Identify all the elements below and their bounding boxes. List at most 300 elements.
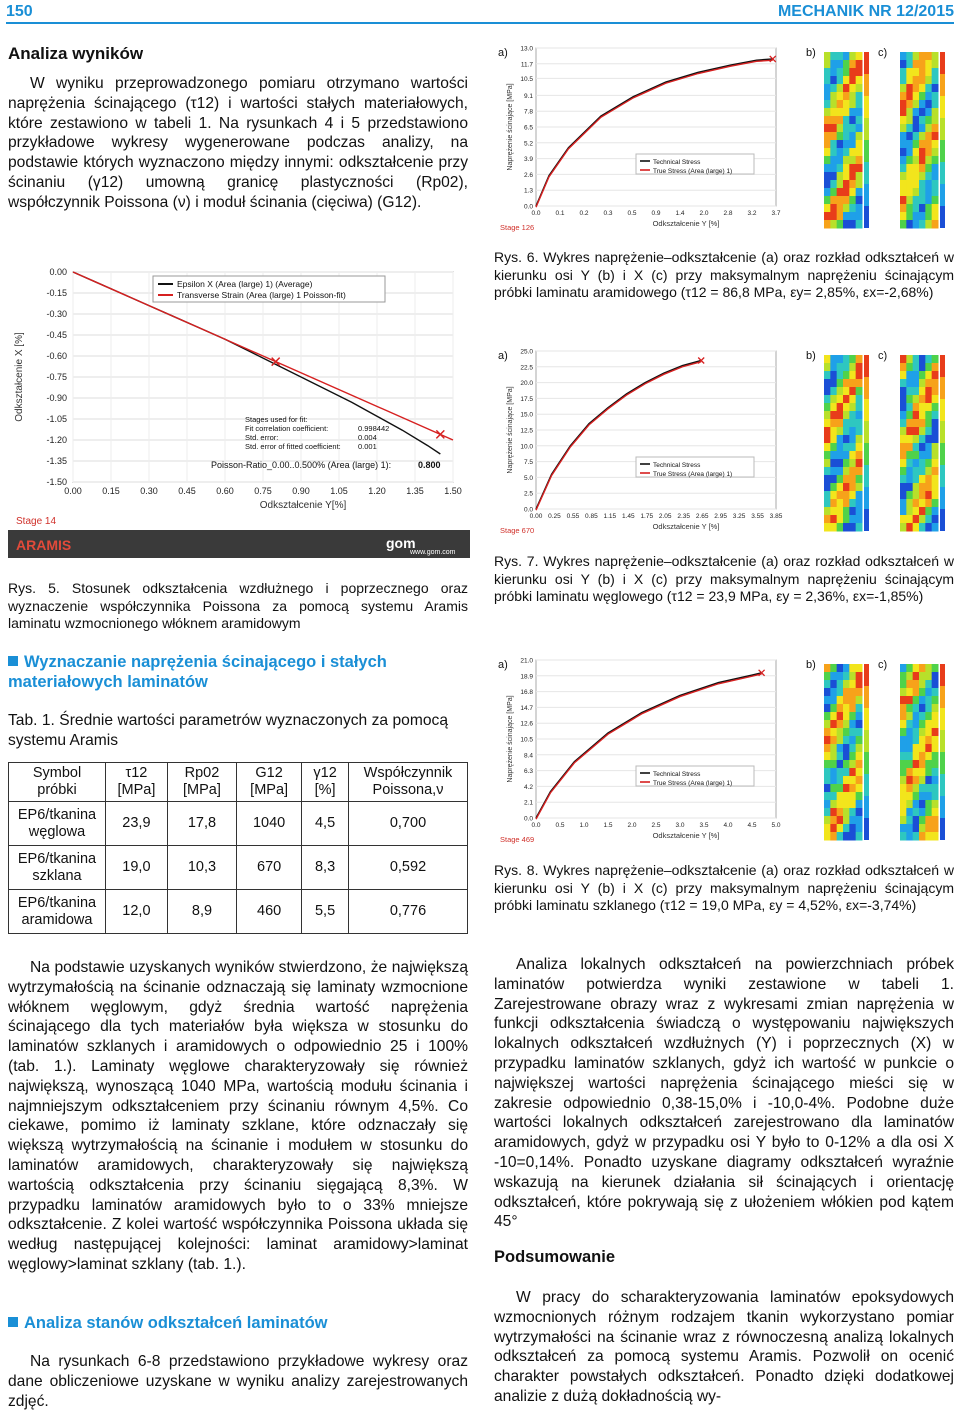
heatmap-cell [843, 744, 850, 753]
heatmap-cell [925, 816, 932, 825]
heatmap-cell [906, 68, 913, 77]
heatmap-cell [900, 108, 907, 117]
heatmap-cell [843, 499, 850, 508]
heatmap-cell [849, 132, 856, 141]
heatmap-cell [913, 156, 920, 165]
heatmap-cell [824, 76, 831, 85]
y-tick-label: 0.00 [49, 267, 67, 277]
heatmap-cell [837, 523, 844, 532]
table-caption: Tab. 1. Średnie wartości parametrów wyznaczonych za pomocą systemu Aramis [8, 712, 448, 749]
heatmap-cell [919, 776, 926, 785]
heatmap-cell [830, 680, 837, 689]
heatmap-cell [824, 403, 831, 412]
heatmap-cell [849, 220, 856, 229]
heatmap-cell [913, 475, 920, 484]
heatmap-cell [843, 164, 850, 173]
heatmap-cell [824, 491, 831, 500]
heatmap-cell [925, 108, 932, 117]
legend-label: Technical Stress [653, 771, 701, 778]
heatmap-cell [824, 116, 831, 125]
heatmap-cell [843, 443, 850, 452]
y-tick-label: -0.30 [46, 309, 67, 319]
heatmap-cell [837, 148, 844, 157]
heatmap-cell [925, 688, 932, 697]
heatmap-cell [849, 100, 856, 109]
heatmap-cell [913, 728, 920, 737]
y-tick-label: 0.0 [523, 506, 533, 514]
x-tick-label: 2.8 [723, 210, 733, 217]
heatmap-cell [849, 435, 856, 444]
heatmap-cell [925, 491, 932, 500]
heatmap-cell [856, 824, 863, 833]
heatmap-cell [919, 212, 926, 221]
heatmap-cell [906, 212, 913, 221]
heatmap-cell [906, 411, 913, 420]
heatmap-cell [824, 68, 831, 77]
color-scale-cell [864, 443, 869, 465]
color-scale-cell [864, 140, 869, 162]
y-axis-label: Naprężenie ścinające [MPa] [507, 83, 514, 171]
heatmap-cell [906, 371, 913, 380]
heatmap-cell [824, 808, 831, 817]
heatmap-cell [919, 68, 926, 77]
heatmap-cell [932, 435, 939, 444]
heatmap-cell [830, 515, 837, 524]
heatmap-cell [900, 180, 907, 189]
heatmap-cell [830, 499, 837, 508]
heatmap-cell [849, 124, 856, 133]
fit-info-label: Std. error: [245, 433, 279, 442]
heatmap-cell [843, 688, 850, 697]
y-tick-label: 17.5 [520, 395, 533, 403]
heatmap-cell [824, 672, 831, 681]
heatmap-cell [932, 379, 939, 388]
heatmap-cell [849, 92, 856, 101]
heatmap-cell [837, 451, 844, 460]
heatmap-cell [919, 124, 926, 133]
heatmap-cell [849, 728, 856, 737]
y-tick-label: -0.15 [46, 288, 67, 298]
heatmap-cell [843, 411, 850, 420]
x-tick-label: 0.85 [585, 513, 598, 520]
fit-info-value: 0.001 [358, 442, 377, 451]
x-tick-label: 3.7 [771, 210, 781, 217]
heatmap-cell [843, 491, 850, 500]
heatmap-cell [932, 499, 939, 508]
heatmap-cell [900, 379, 907, 388]
heatmap-cell [900, 443, 907, 452]
heatmap-cell [925, 824, 932, 833]
heatmap-cell [925, 499, 932, 508]
heatmap-cell [913, 792, 920, 801]
table-row [9, 846, 468, 890]
x-tick-label: 3.55 [751, 513, 764, 520]
heatmap-cell [830, 776, 837, 785]
heatmap-cell [925, 204, 932, 213]
heatmap-cell [856, 371, 863, 380]
heatmap-cell [906, 824, 913, 833]
heatmap-cell [843, 196, 850, 205]
heatmap-cell [824, 499, 831, 508]
heatmap-cell [906, 760, 913, 769]
heatmap-cell [843, 784, 850, 793]
heatmap-cell [856, 451, 863, 460]
heatmap-cell [830, 363, 837, 372]
summary-paragraph: W pracy do scharakteryzowania laminatów epoksydowych wzmocnionych różnym rodzajem tkanin wykorzystano pomiar wytrzymałości na ścinanie wraz z równoczesną analizą lokalnych odkształceń za pomocą systemu Aramis. Pozwolił on ocenić charakter powstałych odkształceń. Ponadto dzięki dodatkowej analizie z dużą dokładnością wy- [494, 1289, 954, 1405]
heatmap-cell [913, 696, 920, 705]
heatmap-cell [837, 784, 844, 793]
color-scale-cell [864, 355, 869, 377]
heatmap-cell [856, 816, 863, 825]
heatmap-cell [849, 84, 856, 93]
heatmap-cell [932, 156, 939, 165]
heatmap-cell [900, 204, 907, 213]
y-axis-label: Naprężenie ścinające [MPa] [507, 386, 514, 474]
heatmap-cell [843, 172, 850, 181]
heatmap-cell [932, 704, 939, 713]
heatmap-cell [919, 744, 926, 753]
heatmap-cell [925, 212, 932, 221]
heatmap-cell [856, 728, 863, 737]
heatmap-cell [913, 140, 920, 149]
heatmap-cell [900, 148, 907, 157]
heatmap-cell [932, 784, 939, 793]
x-tick-label: 5.0 [771, 822, 781, 829]
heatmap-cell [824, 60, 831, 69]
x-tick-label: 0.45 [178, 486, 196, 496]
legend-label: Epsilon X (Area (large) 1) (Average) [177, 279, 313, 289]
heatmap-cell [830, 467, 837, 476]
heatmap-cell [837, 499, 844, 508]
heatmap-cell [830, 443, 837, 452]
heatmap-cell [919, 712, 926, 721]
heatmap-cell [913, 688, 920, 697]
heatmap-cell [830, 180, 837, 189]
heatmap-cell [906, 180, 913, 189]
heatmap-cell [919, 736, 926, 745]
heatmap-cell [925, 720, 932, 729]
heatmap-cell [843, 395, 850, 404]
bullet-square-icon [8, 656, 18, 666]
y-tick-label: 12.6 [520, 720, 533, 728]
heatmap-cell [913, 672, 920, 681]
heatmap-cell [900, 824, 907, 833]
heatmap-cell [837, 760, 844, 769]
x-tick-label: 0.75 [254, 486, 272, 496]
heatmap-cell [919, 108, 926, 117]
heatmap-cell [925, 427, 932, 436]
heatmap-cell [919, 60, 926, 69]
heatmap-cell [830, 760, 837, 769]
heatmap-cell [830, 427, 837, 436]
heatmap-cell [932, 92, 939, 101]
heatmap-cell [906, 427, 913, 436]
heatmap-cell [913, 451, 920, 460]
heatmap-cell [932, 459, 939, 468]
heatmap-cell [925, 728, 932, 737]
heatmap-cell [843, 108, 850, 117]
heatmap-cell [932, 220, 939, 229]
heatmap-cell [925, 363, 932, 372]
heatmap-cell [849, 411, 856, 420]
heatmap-cell [919, 680, 926, 689]
heatmap-cell [906, 60, 913, 69]
color-scale-cell [940, 96, 945, 118]
heatmap-cell [830, 68, 837, 77]
heatmap-cell [913, 76, 920, 85]
x-tick-label: 4.5 [747, 822, 757, 829]
heatmap-cell [837, 100, 844, 109]
heatmap-cell [932, 680, 939, 689]
heatmap-cell [900, 523, 907, 532]
heatmap-cell [900, 664, 907, 673]
heatmap-cell [900, 435, 907, 444]
heatmap-cell [900, 60, 907, 69]
heatmap-cell [913, 736, 920, 745]
heatmap-cell [925, 515, 932, 524]
heatmap-cell [900, 736, 907, 745]
heatmap-cell [830, 491, 837, 500]
heatmap-cell [824, 156, 831, 165]
heatmap-cell [837, 403, 844, 412]
y-tick-label: -0.75 [46, 372, 67, 382]
x-tick-label: 1.4 [675, 210, 685, 217]
heatmap-cell [932, 760, 939, 769]
heatmap-cell [837, 483, 844, 492]
heatmap-cell [913, 52, 920, 61]
y-tick-label: 5.0 [523, 474, 533, 482]
heatmap-cell [824, 467, 831, 476]
y-tick-label: 2.1 [523, 799, 533, 807]
heatmap-cell [856, 672, 863, 681]
page-header [6, 2, 954, 24]
heatmap-cell [856, 664, 863, 673]
heatmap-cell [919, 140, 926, 149]
heatmap-cell [932, 387, 939, 396]
heatmap-cell [919, 387, 926, 396]
heatmap-cell [824, 196, 831, 205]
heatmap-cell [925, 172, 932, 181]
heatmap-cell [913, 379, 920, 388]
heatmap-cell [830, 196, 837, 205]
heatmap-cell [856, 680, 863, 689]
stage-label: Stage 14 [16, 516, 57, 527]
table-cell: 4,5 [302, 802, 349, 846]
heatmap-cell [837, 800, 844, 809]
heatmap-cell [900, 483, 907, 492]
heatmap-cell [856, 712, 863, 721]
heatmap-cell [837, 768, 844, 777]
heatmap-cell [837, 816, 844, 825]
fig8-chart [494, 654, 956, 850]
color-scale-cell [940, 421, 945, 443]
heatmap-cell [906, 483, 913, 492]
heatmap-cell [856, 832, 863, 841]
heatmap-cell [856, 784, 863, 793]
heatmap-cell [830, 507, 837, 516]
y-tick-label: 20.0 [520, 380, 533, 388]
heatmap-cell [843, 515, 850, 524]
stage-label: Stage 126 [500, 223, 535, 232]
heatmap-cell [925, 411, 932, 420]
heatmap-cell [824, 395, 831, 404]
x-tick-label: 3.0 [675, 822, 685, 829]
y-tick-label: 16.8 [520, 689, 533, 697]
color-scale-cell [940, 184, 945, 206]
heatmap-cell [856, 60, 863, 69]
heatmap-cell [906, 355, 913, 364]
heatmap-cell [906, 499, 913, 508]
heatmap-cell [913, 752, 920, 761]
heatmap-cell [925, 92, 932, 101]
heatmap-cell [906, 704, 913, 713]
heatmap-cell [849, 744, 856, 753]
heatmap-cell [856, 220, 863, 229]
section-title-strain: Analiza stanów odkształceń laminatów [8, 1313, 468, 1333]
heatmap-cell [856, 696, 863, 705]
heatmap-cell [919, 196, 926, 205]
table-cell: 460 [237, 890, 302, 934]
heatmap-cell [913, 387, 920, 396]
heatmap-cell [824, 696, 831, 705]
heatmap-cell [843, 728, 850, 737]
heatmap-cell [856, 148, 863, 157]
heatmap-cell [843, 220, 850, 229]
color-scale-cell [940, 355, 945, 377]
heatmap-cell [824, 443, 831, 452]
heatmap-cell [849, 507, 856, 516]
heatmap-cell [824, 523, 831, 532]
heatmap-cell [824, 704, 831, 713]
heatmap-cell [919, 411, 926, 420]
heatmap-cell [919, 768, 926, 777]
y-tick-label: -1.50 [46, 477, 67, 487]
heatmap-cell [856, 164, 863, 173]
heatmap-cell [843, 204, 850, 213]
heatmap-cell [843, 451, 850, 460]
heatmap-cell [830, 355, 837, 364]
heatmap-cell [824, 92, 831, 101]
color-scale-cell [864, 421, 869, 443]
heatmap-cell [843, 427, 850, 436]
heatmap-cell [913, 776, 920, 785]
x-tick-label: 1.0 [579, 822, 589, 829]
color-scale-cell [864, 377, 869, 399]
heatmap-cell [824, 427, 831, 436]
heatmap-cell [849, 403, 856, 412]
fit-info-value: 0.004 [358, 433, 377, 442]
heatmap-cell [913, 768, 920, 777]
heatmap-cell [843, 363, 850, 372]
page-number: 150 [6, 3, 33, 20]
heatmap-cell [849, 172, 856, 181]
heatmap-cell [932, 800, 939, 809]
color-scale-cell [864, 74, 869, 96]
heatmap-cell [925, 435, 932, 444]
heatmap-cell [919, 483, 926, 492]
heatmap-cell [830, 728, 837, 737]
panel-label-b: b) [806, 350, 816, 362]
heatmap-cell [837, 68, 844, 77]
heatmap-cell [932, 792, 939, 801]
table-cell: 670 [237, 846, 302, 890]
y-tick-label: 10.5 [520, 75, 533, 83]
y-tick-label: 1.3 [523, 187, 533, 195]
heatmap-cell [925, 523, 932, 532]
heatmap-cell [856, 760, 863, 769]
color-scale-cell [864, 206, 869, 228]
heatmap-cell [913, 680, 920, 689]
y-tick-label: 22.5 [520, 364, 533, 372]
bullet-square-icon [8, 1317, 18, 1327]
heatmap-cell [856, 515, 863, 524]
heatmap-cell [830, 411, 837, 420]
heatmap-cell [906, 148, 913, 157]
heatmap-cell [849, 212, 856, 221]
heatmap-cell [925, 459, 932, 468]
heatmap-cell [837, 92, 844, 101]
heatmap-cell [824, 768, 831, 777]
panel-label-b: b) [806, 659, 816, 671]
figure-5 [8, 262, 470, 562]
heatmap-cell [843, 768, 850, 777]
y-tick-label: 21.0 [520, 657, 533, 665]
heatmap-cell [932, 52, 939, 61]
heatmap-cell [824, 451, 831, 460]
heatmap-cell [913, 523, 920, 532]
heatmap-cell [925, 760, 932, 769]
heatmap-cell [824, 744, 831, 753]
heatmap-cell [856, 427, 863, 436]
heatmap-cell [932, 188, 939, 197]
heatmap-cell [919, 507, 926, 516]
heatmap-cell [856, 808, 863, 817]
y-tick-label: 10.5 [520, 736, 533, 744]
heatmap-cell [913, 84, 920, 93]
heatmap-cell [932, 427, 939, 436]
x-tick-label: 2.95 [714, 513, 727, 520]
heatmap-cell [843, 68, 850, 77]
heatmap-cell [900, 688, 907, 697]
heatmap-cell [830, 752, 837, 761]
x-tick-label: 0.1 [555, 210, 565, 217]
color-scale-cell [864, 796, 869, 818]
heatmap-cell [913, 116, 920, 125]
heatmap-cell [925, 736, 932, 745]
heatmap-cell [837, 363, 844, 372]
heatmap-cell [932, 172, 939, 181]
heatmap-cell [925, 140, 932, 149]
heatmap-cell [837, 116, 844, 125]
heatmap-cell [830, 832, 837, 841]
color-scale-cell [864, 184, 869, 206]
heatmap-cell [913, 180, 920, 189]
heatmap-cell [830, 387, 837, 396]
heatmap-cell [919, 419, 926, 428]
heatmap-cell [849, 387, 856, 396]
heatmap-cell [919, 92, 926, 101]
heatmap-cell [913, 395, 920, 404]
color-scale-cell [940, 774, 945, 796]
heatmap-cell [913, 760, 920, 769]
x-tick-label: 0.60 [216, 486, 234, 496]
heatmap-cell [932, 523, 939, 532]
y-axis-label: Odkształcenie X [%] [14, 332, 25, 422]
heatmap-cell [824, 363, 831, 372]
poisson-value: 0.800 [418, 460, 441, 470]
heatmap-cell [900, 76, 907, 85]
heatmap-cell [900, 68, 907, 77]
